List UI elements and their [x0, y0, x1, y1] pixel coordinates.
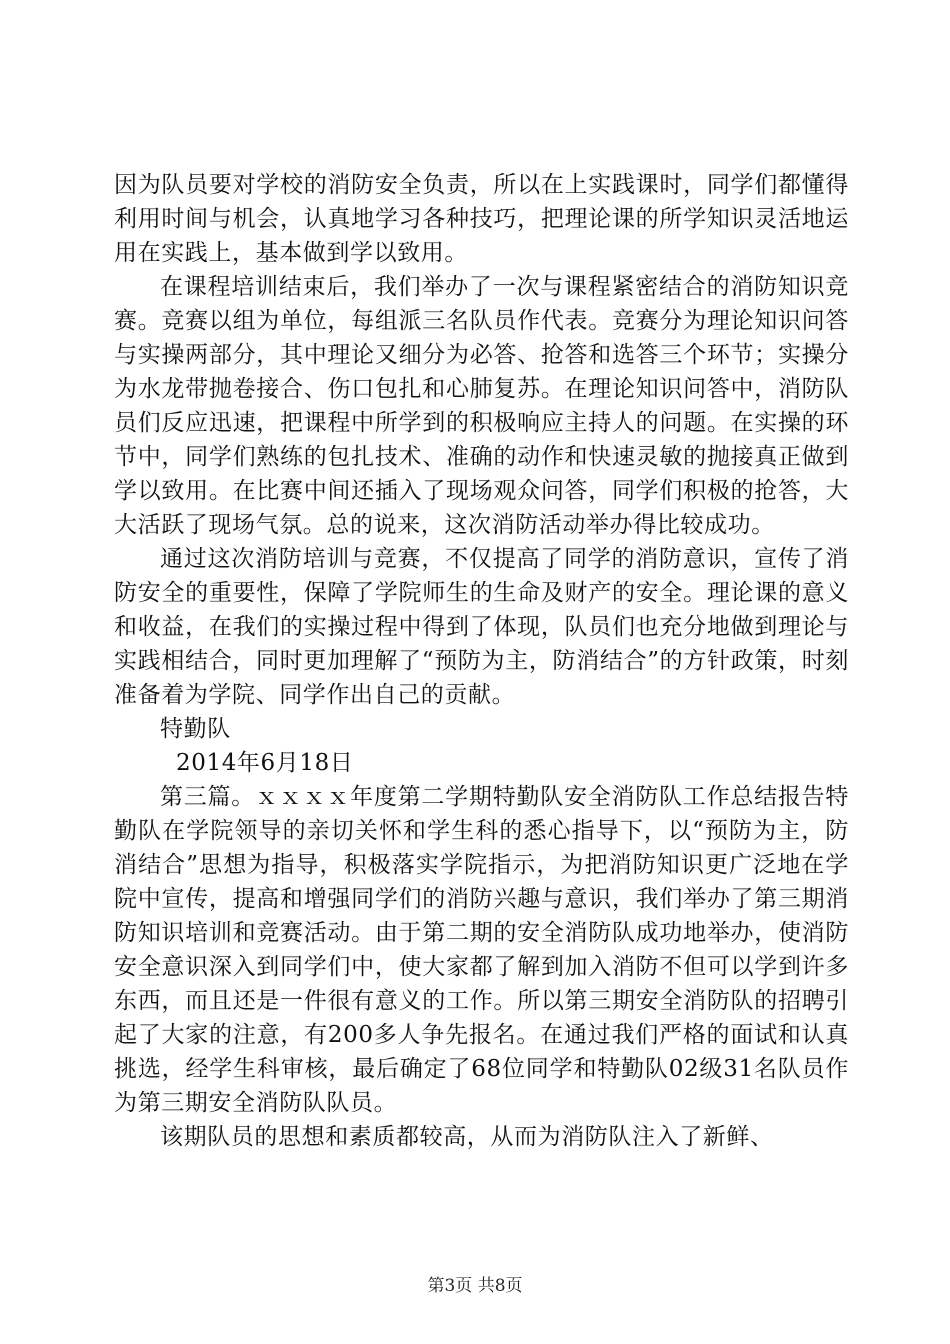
paragraph-1: 因为队员要对学校的消防安全负责，所以在上实践课时，同学们都懂得利用时间与机会，认真地学习各种技巧，把理论课的所学知识灵活地运用在实践上，基本做到学以致用。 — [114, 172, 849, 266]
signature-date: 2014年6月18日 — [176, 750, 354, 776]
paragraph-2: 在课程培训结束后，我们举办了一次与课程紧密结合的消防知识竞赛。竞赛以组为单位，每组派三名队员作代表。竞赛分为理论知识问答与实操两部分，其中理论又细分为必答、抢答和选答三个环节；实操分为水龙带抛卷接合、伤口包扎和心肺复苏。在理论知识问答中，消防队员们反应迅速，把课程中所学到的积极响应主持人的问题。在实操的环节中，同学们熟练的包扎技术、准确的动作和快速灵敏的抛接真正做到学以致用。在比赛中间还插入了现场观众问答，同学们积极的抢答，大大活跃了现场气氛。总的说来，这次消防活动举办得比较成功。 — [114, 274, 849, 538]
paragraph-3: 通过这次消防培训与竞赛，不仅提高了同学的消防意识，宣传了消防安全的重要性，保障了学院师生的生命及财产的安全。理论课的意义和收益，在我们的实操过程中得到了体现，队员们也充分地做到理论与实践相结合，同时更加理解了“预防为主，防消结合”的方针政策，时刻准备着为学院、同学作出自己的贡献。 — [114, 546, 849, 708]
paragraph-4: 第三篇。ｘｘｘｘ年度第二学期特勤队安全消防队工作总结报告特勤队在学院领导的亲切关怀和学生科的悉心指导下，以“预防为主，防消结合”思想为指导，积极落实学院指示，为把消防知识更广泛地在学院中宣传，提高和增强同学们的消防兴趣与意识，我们举办了第三期消防知识培训和竞赛活动。由于第二期的安全消防队成功地举办，使消防安全意识深入到同学们中，使大家都了解到加入消防不但可以学到许多东西，而且还是一件很有意义的工作。所以第三期安全消防队的招聘引起了大家的注意，有200多人争先报名。在通过我们严格的面试和认真挑选，经学生科审核，最后确定了68位同学和特勤队02级31名队员作为第三期安全消防队队员。 — [114, 784, 849, 1116]
page-footer: 第3页 共8页 — [427, 1276, 523, 1296]
paragraph-5: 该期队员的思想和素质都较高，从而为消防队注入了新鲜、 — [160, 1124, 774, 1150]
signature-team: 特勤队 — [160, 716, 231, 742]
document-body — [114, 168, 849, 1154]
